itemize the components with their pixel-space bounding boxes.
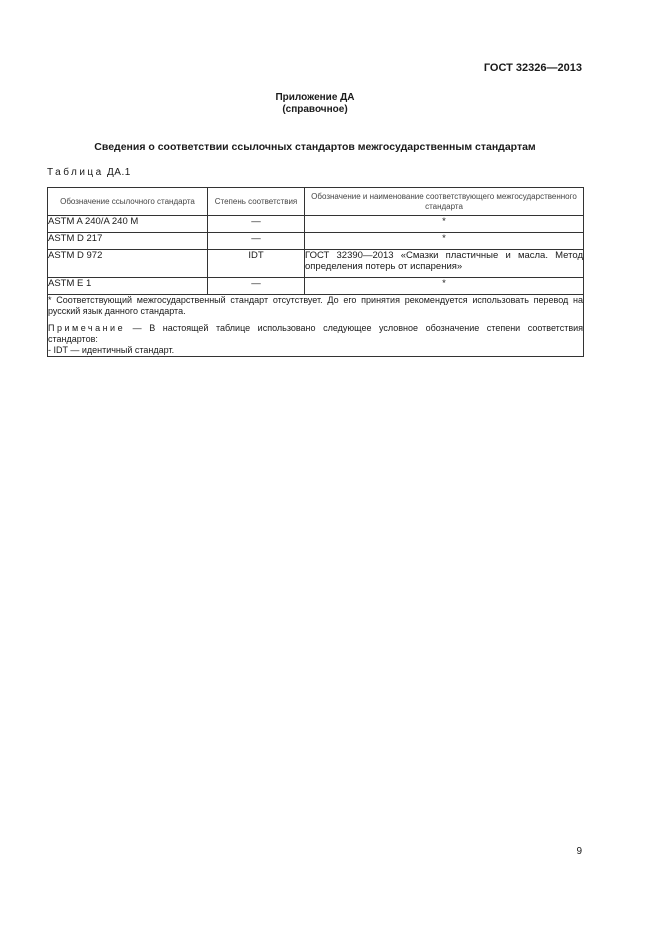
table-footnote: * Соответствующий межгосударственный стандарт отсутствует. До его принятия рекомендуется использовать перевод на русский язык данного стандарта.	[48, 295, 583, 316]
cell-name: *	[305, 216, 584, 233]
annex-title: Приложение ДА	[275, 92, 355, 103]
cell-degree: IDT	[208, 250, 305, 278]
reference-standards-table	[47, 187, 584, 357]
cell-name: *	[305, 278, 584, 295]
column-header-reference: Обозначение ссылочного стандарта	[48, 188, 208, 216]
cell-name: *	[305, 233, 584, 250]
table-row	[48, 233, 584, 250]
table-row	[48, 278, 584, 295]
column-header-interstate: Обозначение и наименование соответствующего межгосударственного стандарта	[305, 188, 584, 216]
cell-degree: —	[208, 278, 305, 295]
table-caption-word: Таблица	[47, 167, 104, 178]
table-notes-row	[48, 295, 584, 357]
page-number: 9	[576, 846, 582, 857]
table-notes-cell	[48, 295, 584, 357]
annex-subtitle: (справочное)	[282, 104, 348, 115]
table-caption-number: ДА.1	[107, 167, 131, 178]
cell-code: ASTM E 1	[48, 278, 208, 295]
document-number: ГОСТ 32326—2013	[483, 62, 582, 74]
annex-heading	[0, 92, 630, 116]
table-caption	[47, 167, 131, 178]
cell-code: ASTM D 972	[48, 250, 208, 278]
table-row	[48, 250, 584, 278]
cell-code: ASTM A 240/A 240 M	[48, 216, 208, 233]
section-title: Сведения о соответствии ссылочных стандартов межгосударственным стандартам	[94, 141, 536, 153]
table-header-row	[48, 188, 584, 216]
cell-degree: —	[208, 216, 305, 233]
cell-name: ГОСТ 32390—2013 «Смазки пластичные и масла. Метод определения потерь от испарения»	[305, 250, 584, 278]
cell-degree: —	[208, 233, 305, 250]
note-item: - IDT — идентичный стандарт.	[48, 345, 175, 355]
table-row	[48, 216, 584, 233]
column-header-degree: Степень соответствия	[208, 188, 305, 216]
table-note	[48, 323, 583, 345]
cell-code: ASTM D 217	[48, 233, 208, 250]
note-label: Примечание	[48, 323, 126, 333]
note-text: — В настоящей таблице использовано следующее условное обозначение степени соответствия стандартов:	[48, 323, 583, 344]
